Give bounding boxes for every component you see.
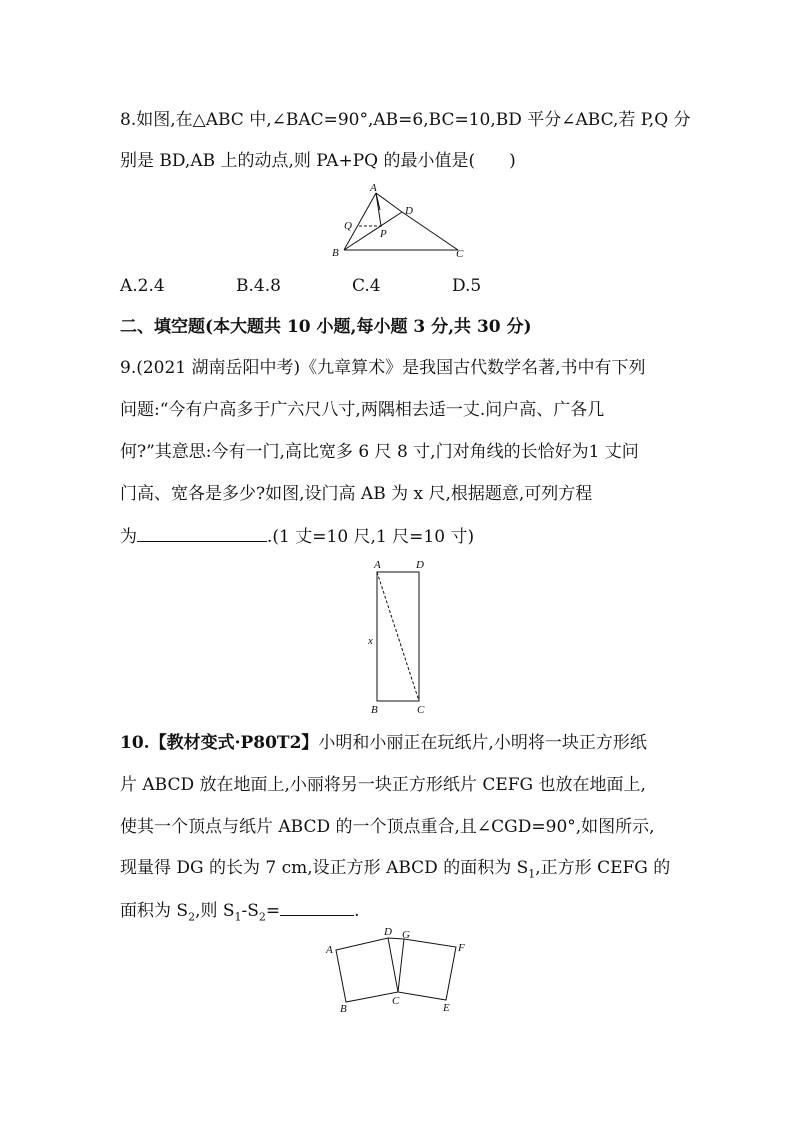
q8-figure xyxy=(328,182,478,262)
q8-option-d: D.5 xyxy=(452,276,482,296)
q9-line5-suffix: .(1 丈=10 尺,1 尺=10 寸) xyxy=(267,527,475,547)
q10-line5-text-e: . xyxy=(354,901,360,921)
q9-line5 xyxy=(120,523,474,549)
q10-line4-text-a: 现量得 DG 的长为 7 cm,设正方形 ABCD 的面积为 S xyxy=(120,858,529,878)
q10-line5-text-c: -S xyxy=(241,901,259,921)
q9-label-B: B xyxy=(371,704,378,716)
q8-label-C: C xyxy=(456,248,464,260)
q10-tag: 10.【教材变式·P80T2】 xyxy=(120,733,319,753)
q9-line3: 何?”其意思:今有一门,高比宽多 6 尺 8 寸,门对角线的长恰好为1 丈问 xyxy=(120,442,639,462)
q10-figure xyxy=(322,924,472,1016)
q8-line1: 8.如图,在△ABC 中,∠BAC=90°,AB=6,BC=10,BD 平分∠ABC,若 P,Q 分 xyxy=(120,110,691,130)
q8-option-c: C.4 xyxy=(352,276,381,296)
q9-line1: 9.(2021 湖南岳阳中考)《九章算术》是我国古代数学名著,书中有下列 xyxy=(120,358,646,378)
q9-label-D: D xyxy=(416,559,424,571)
q8-line2: 别是 BD,AB 上的动点,则 PA+PQ 的最小值是( ) xyxy=(120,151,516,171)
q10-line5-text-d: = xyxy=(265,901,281,921)
q10-label-A: A xyxy=(326,944,333,956)
q10-line4-text-b: ,正方形 CEFG 的 xyxy=(535,858,671,878)
q10-label-C: C xyxy=(392,995,400,1007)
q10-line1 xyxy=(120,731,647,755)
q10-line4 xyxy=(120,856,670,886)
q10-label-G: G xyxy=(402,929,410,941)
q9-line5-prefix: 为 xyxy=(120,527,137,547)
q10-line5-text-b: ,则 S xyxy=(195,901,235,921)
q10-label-D: D xyxy=(384,926,392,938)
q9-label-C: C xyxy=(417,704,425,716)
q10-line5-sub1: 2 xyxy=(188,910,196,924)
q9-figure xyxy=(362,556,442,718)
q10-label-E: E xyxy=(443,1002,450,1014)
q10-line5-sub2: 1 xyxy=(234,910,242,924)
q10-line2: 片 ABCD 放在地面上,小丽将另一块正方形纸片 CEFG 也放在地面上, xyxy=(120,775,646,795)
q8-label-D: D xyxy=(405,205,413,217)
q8-label-A: A xyxy=(370,182,377,194)
q9-label-x: x xyxy=(368,635,373,647)
q8-label-B: B xyxy=(332,247,339,259)
q8-label-Q: Q xyxy=(344,220,352,232)
q8-label-P: P xyxy=(380,228,387,240)
q9-line4: 门高、宽各是多少?如图,设门高 AB 为 x 尺,根据题意,可列方程 xyxy=(120,484,593,504)
q8-option-b: B.4.8 xyxy=(236,276,281,296)
q10-line3: 使其一个顶点与纸片 ABCD 的一个顶点重合,且∠CGD=90°,如图所示, xyxy=(120,817,655,837)
q10-answer-blank[interactable] xyxy=(280,897,354,916)
q10-line4-sub: 1 xyxy=(528,867,536,881)
q10-line5-sub3: 2 xyxy=(258,910,266,924)
q8-option-a: A.2.4 xyxy=(120,276,165,296)
q10-label-F: F xyxy=(458,942,465,954)
q9-label-A: A xyxy=(374,559,381,571)
q10-label-B: B xyxy=(340,1003,347,1015)
q9-line2: 问题:“今有户高多于广六尺八寸,两隅相去适一丈.问户高、广各几 xyxy=(120,400,605,420)
q9-answer-blank[interactable] xyxy=(137,523,267,542)
q10-line1-text: 小明和小丽正在玩纸片,小明将一块正方形纸 xyxy=(318,733,647,753)
q10-line5-text-a: 面积为 S xyxy=(120,901,189,921)
section-fill-in-blank-heading: 二、填空题(本大题共 10 小题,每小题 3 分,共 30 分) xyxy=(120,317,532,337)
